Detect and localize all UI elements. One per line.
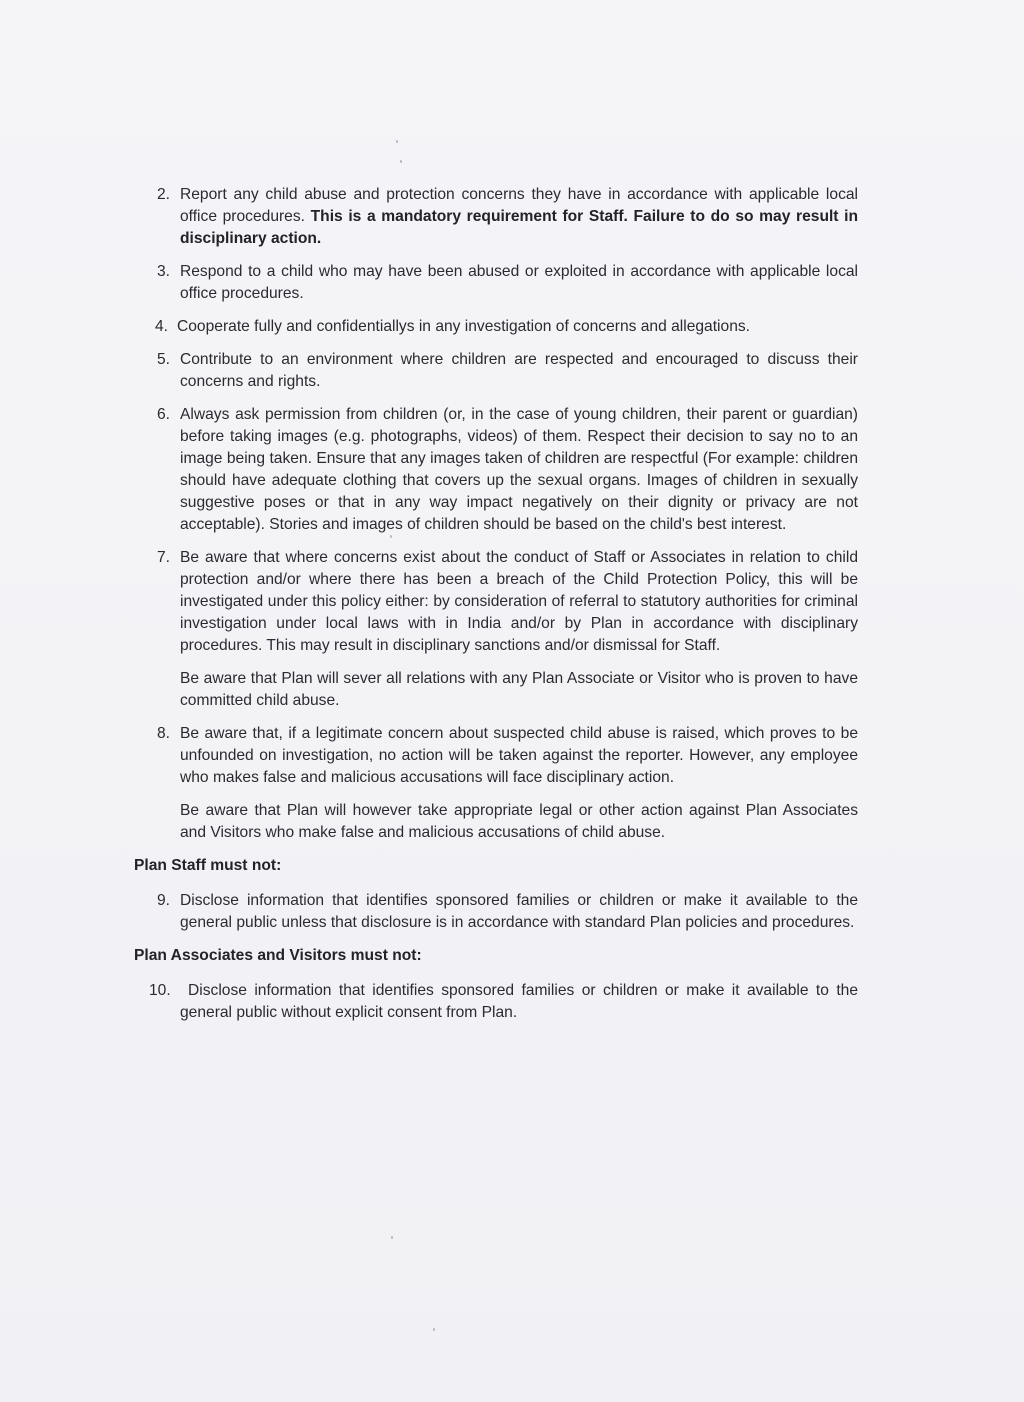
list-item-9	[157, 890, 858, 934]
scan-speck	[433, 1328, 435, 1331]
document-body	[0, 184, 1024, 1035]
section-heading-associates: Plan Associates and Visitors must not:	[134, 947, 422, 964]
list-item-7	[157, 547, 858, 657]
list-number: 5.	[157, 351, 171, 368]
list-item-2	[157, 184, 858, 250]
list-item-3	[157, 261, 858, 305]
list-item-6	[157, 404, 858, 536]
scan-speck	[396, 140, 398, 143]
list-number: 9.	[157, 892, 171, 909]
followup-text: Be aware that Plan will sever all relations with any Plan Associate or Visitor who is proven to have committed child abuse.	[180, 670, 858, 709]
scan-speck	[391, 1236, 393, 1239]
list-number: 3.	[157, 263, 171, 280]
list-item-4	[155, 316, 858, 338]
list-number: 6.	[157, 406, 171, 423]
section-heading-staff: Plan Staff must not:	[134, 857, 282, 874]
mandatory-note: This is a mandatory requirement for Staff. Failure to do so may result in disciplinary action.	[180, 208, 858, 247]
list-text: Respond to a child who may have been abused or exploited in accordance with applicable local office procedures.	[180, 263, 858, 302]
list-item-7-followup	[180, 668, 858, 712]
list-text: Be aware that where concerns exist about the conduct of Staff or Associates in relation to child protection and/or where there has been a breach of the Child Protection Policy, this will be investigated under this policy either: by consideration of referral to statutory authorities for criminal investigation under local laws with in India and/or by Plan in accordance with disciplinary procedures. This may result in disciplinary sanctions and/or dismissal for Staff.	[180, 549, 858, 654]
list-number: 7.	[157, 549, 171, 566]
list-item-8-followup	[180, 800, 858, 844]
list-number: 4.	[155, 318, 169, 335]
list-text: Report any child abuse and protection concerns they have in accordance with applicable local office procedures. This is a mandatory requirement for Staff. Failure to do so may result in disciplinary action.	[180, 186, 858, 247]
scan-speck	[400, 160, 402, 163]
followup-text: Be aware that Plan will however take appropriate legal or other action against Plan Associates and Visitors who make false and malicious accusations of child abuse.	[180, 802, 858, 841]
list-text: Disclose information that identifies sponsored families or children or make it available to the general public without explicit consent from Plan.	[180, 982, 858, 1021]
list-text: Disclose information that identifies sponsored families or children or make it available to the general public unless that disclosure is in accordance with standard Plan policies and procedures.	[180, 892, 858, 931]
list-text: Cooperate fully and confidentiallys in any investigation of concerns and allegations.	[177, 318, 750, 335]
list-number: 8.	[157, 725, 171, 742]
list-number: 10.	[149, 982, 171, 999]
list-item-10	[149, 980, 858, 1024]
list-text: Always ask permission from children (or, in the case of young children, their parent or guardian) before taking images (e.g. photographs, videos) of them. Respect their decision to say no to an image being taken. Ensure that any images taken of children are respectful (For example: children should have adequate clothing that covers up the sexual organs. Images of children in sexually suggestive poses or that in any way impact negatively on their dignity or privacy are not acceptable). Stories and images of children should be based on the child's best interest.	[180, 406, 858, 533]
list-text: Contribute to an environment where children are respected and encouraged to discuss their concerns and rights.	[180, 351, 858, 390]
list-item-8	[157, 723, 858, 789]
list-text: Be aware that, if a legitimate concern about suspected child abuse is raised, which proves to be unfounded on investigation, no action will be taken against the reporter. However, any employee who makes false and malicious accusations will face disciplinary action.	[180, 725, 858, 786]
list-item-5	[157, 349, 858, 393]
list-number: 2.	[157, 186, 171, 203]
